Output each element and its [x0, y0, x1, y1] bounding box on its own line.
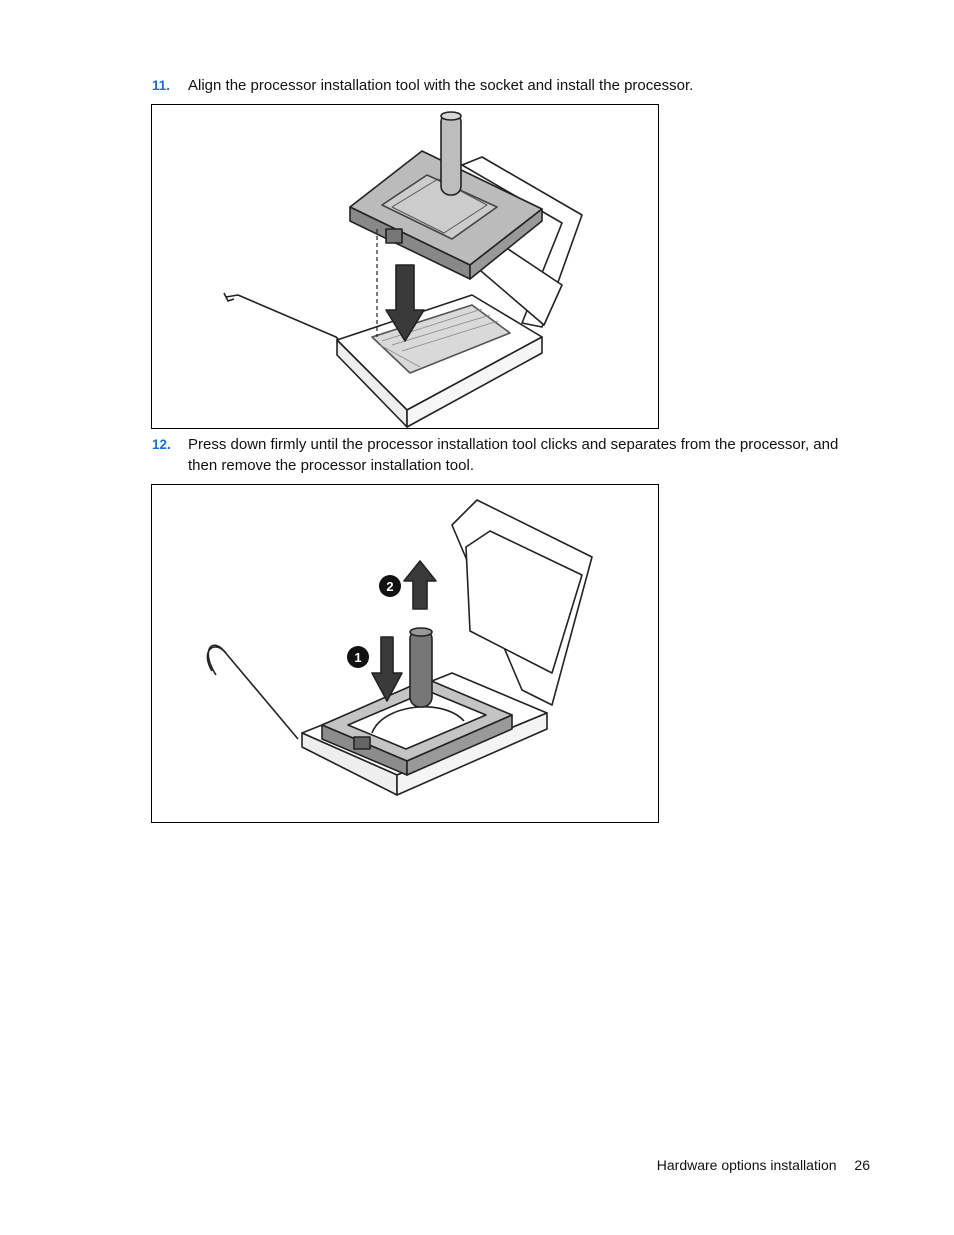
lift-up-arrow-icon	[404, 561, 436, 609]
callout-1-label: 1	[354, 650, 362, 665]
callout-2-label: 2	[386, 579, 394, 594]
processor-install-figure	[151, 104, 659, 429]
step-text: Press down firmly until the processor installation tool clicks and separates from the processor, and then remove the processor installation tool.	[188, 436, 839, 474]
processor-tool-release-figure	[151, 484, 659, 823]
socket-lever	[226, 295, 342, 343]
step-12	[152, 434, 852, 478]
tool-handle	[441, 113, 461, 195]
page-footer	[657, 1157, 870, 1173]
footer-section-title: Hardware options installation	[656, 1157, 837, 1173]
tool-handle	[410, 629, 432, 707]
step-text: Align the processor installation tool with the socket and install the processor.	[188, 77, 694, 94]
page-number: 26	[854, 1157, 870, 1173]
socket-lever	[208, 645, 298, 739]
step-number: 11.	[152, 78, 171, 93]
processor-tool-release-illustration	[152, 485, 658, 822]
step-number: 12.	[152, 437, 171, 452]
processor-tool-align-illustration	[152, 105, 658, 428]
